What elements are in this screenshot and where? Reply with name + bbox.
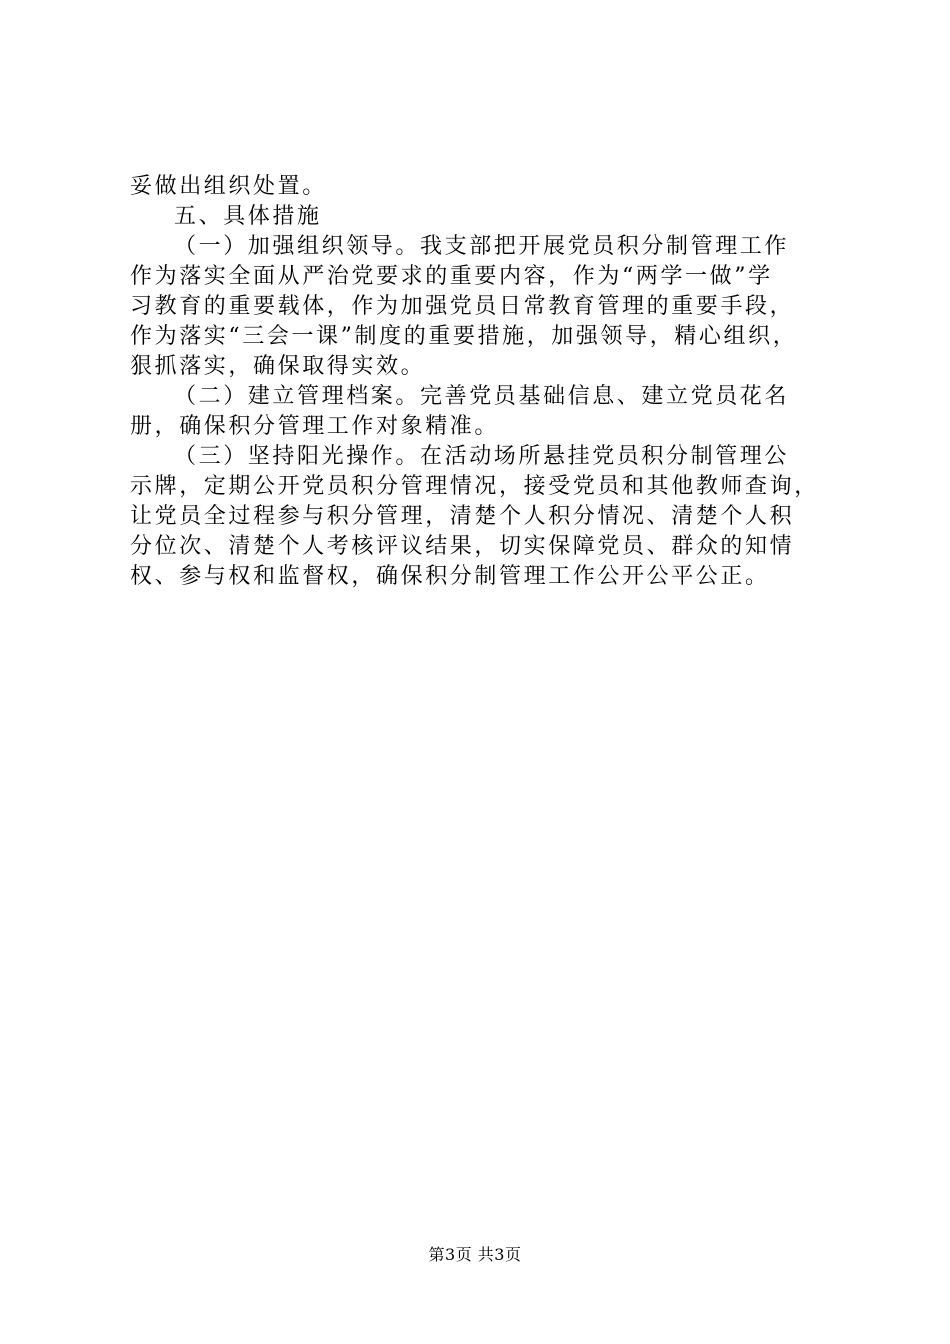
paragraph-line: 狠抓落实，确保取得实效。 <box>130 354 426 379</box>
page-number: 第3页 共3页 <box>428 1245 522 1264</box>
section-heading: 五、具体措施 <box>174 204 322 229</box>
paragraph-continuation-line: 妥做出组织处置。 <box>130 174 327 199</box>
document-body <box>130 172 830 592</box>
paragraph-line: （二）建立管理档案。完善党员基础信息、建立党员花名 <box>174 384 790 409</box>
paragraph-line: 册，确保积分管理工作对象精准。 <box>130 414 500 439</box>
paragraph-line: 权、参与权和监督权，确保积分制管理工作公开公平公正。 <box>130 564 770 589</box>
paragraph-line: 习教育的重要载体，作为加强党员日常教育管理的重要手段， <box>130 294 795 319</box>
paragraph-line: 示牌，定期公开党员积分管理情况，接受党员和其他教师查询， <box>130 474 819 499</box>
paragraph-line: （三）坚持阳光操作。在活动场所悬挂党员积分制管理公 <box>174 444 790 469</box>
paragraph-line: （一）加强组织领导。我支部把开展党员积分制管理工作 <box>174 234 790 259</box>
paragraph-line: 作为落实全面从严治党要求的重要内容，作为“两学一做”学 <box>130 264 773 289</box>
paragraph-line: 分位次、清楚个人考核评议结果，切实保障党员、群众的知情 <box>130 534 795 559</box>
paragraph-line: 作为落实“三会一课”制度的重要措施，加强领导，精心组织， <box>130 324 798 349</box>
paragraph-line: 让党员全过程参与积分管理，清楚个人积分情况、清楚个人积 <box>130 504 795 529</box>
page-footer <box>0 1245 950 1265</box>
